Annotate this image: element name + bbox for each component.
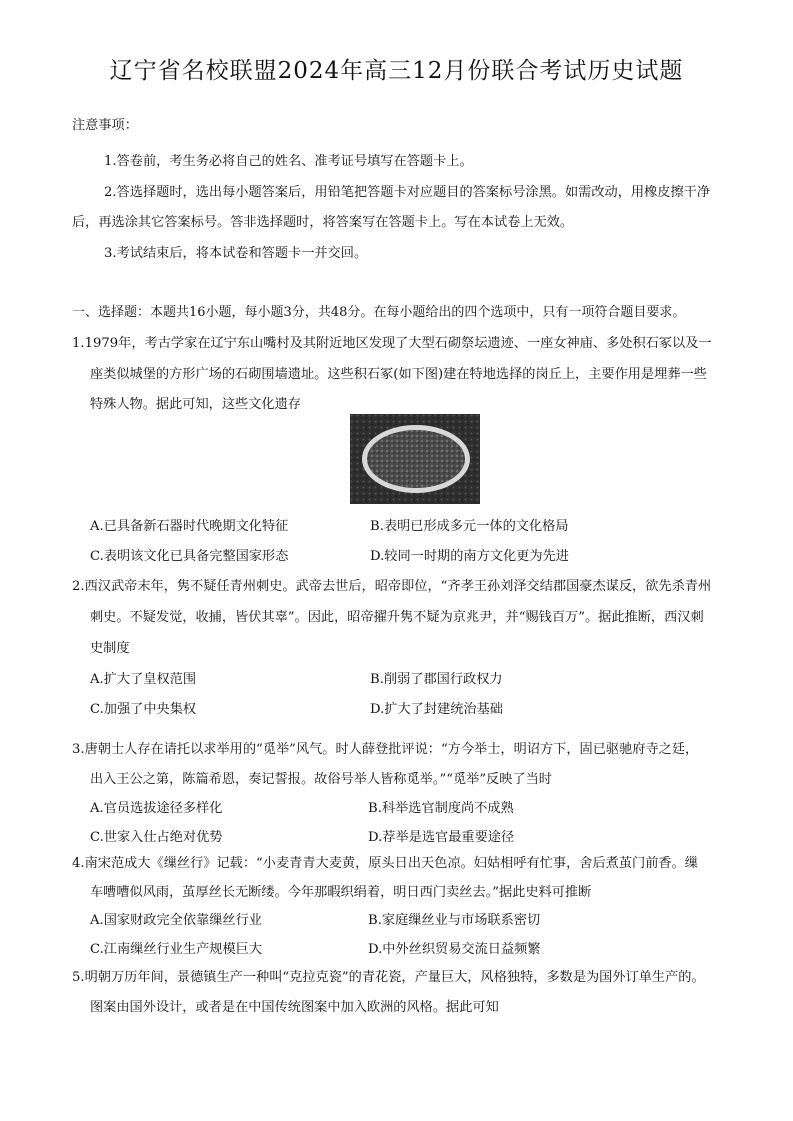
q3-option-b[interactable]: B.科举选官制度尚不成熟 xyxy=(368,801,514,816)
q2-option-c[interactable]: C.加强了中央集权 xyxy=(90,702,197,717)
stone-tomb-photo xyxy=(350,414,480,504)
page-title: 辽宁省名校联盟2024年高三12月份联合考试历史试题 xyxy=(109,58,684,84)
q3-option-a[interactable]: A.官员选拔途径多样化 xyxy=(90,801,223,816)
q1-stem-line-1: 1.1979年，考古学家在辽宁东山嘴村及其附近地区发现了大型石砌祭坛遗迹、一座女神庙、多处积石冢以及一 xyxy=(72,336,712,351)
section-heading: 一、选择题：本题共16小题，每小题3分，共48分。在每小题给出的四个选项中，只有一项符合题目要求。 xyxy=(72,305,686,320)
note-item-2-line-2: 后，再选涂其它答案标号。答非选择题时，将答案写在答题卡上。写在本试卷上无效。 xyxy=(72,215,574,230)
q1-stem-line-3: 特殊人物。据此可知，这些文化遗存 xyxy=(90,397,301,412)
q1-option-c[interactable]: C.表明该文化已具备完整国家形态 xyxy=(90,549,289,564)
q2-option-d[interactable]: D.扩大了封建统治基础 xyxy=(370,702,503,717)
q1-option-b[interactable]: B.表明已形成多元一体的文化格局 xyxy=(370,519,569,534)
notes-heading: 注意事项： xyxy=(72,118,138,133)
q3-option-c[interactable]: C.世家入仕占绝对优势 xyxy=(90,830,223,845)
q4-stem-line-1: 4.南宋范成大《缫丝行》记载：“小麦青青大麦黄，原头日出天色凉。妇姑相呼有忙事，舍后煮茧门前香。缫 xyxy=(72,856,698,871)
q3-stem-line-1: 3.唐朝士人存在请托以求举用的“觅举”风气。时人薛登批评说：“方今举士，明诏方下，固已驱驰府寺之廷， xyxy=(72,742,699,757)
q1-option-a[interactable]: A.已具备新石器时代晚期文化特征 xyxy=(90,519,289,534)
q3-stem-line-2: 出入王公之第，陈篇希恩，奏记誓报。故俗号举人皆称觅举。”“觅举”反映了当时 xyxy=(90,772,552,787)
q2-stem-line-1: 2.西汉武帝末年，隽不疑任青州刺史。武帝去世后，昭帝即位，“齐孝王孙刘泽交结郡国豪杰谋反，欲先杀青州 xyxy=(72,579,712,594)
q2-stem-line-3: 史制度 xyxy=(90,641,130,656)
q2-option-b[interactable]: B.削弱了郡国行政权力 xyxy=(370,672,503,687)
q4-option-a[interactable]: A.国家财政完全依靠缫丝行业 xyxy=(90,913,262,928)
note-item-1: 1.答卷前，考生务必将自己的姓名、准考证号填写在答题卡上。 xyxy=(104,154,473,169)
q5-stem-line-2: 图案由国外设计，或者是在中国传统图案中加入欧洲的风格。据此可知 xyxy=(90,1000,499,1015)
q3-option-d[interactable]: D.荐举是选官最重要途径 xyxy=(368,830,515,845)
q1-option-d[interactable]: D.较同一时期的南方文化更为先进 xyxy=(370,549,569,564)
q2-option-a[interactable]: A.扩大了皇权范围 xyxy=(90,672,197,687)
note-item-2-line-1: 2.答选择题时，选出每小题答案后，用铅笔把答题卡对应题目的答案标号涂黑。如需改动，用橡皮擦干净 xyxy=(104,185,711,200)
q2-stem-line-2: 刺史。不疑发觉，收捕，皆伏其辜”。因此，昭帝擢升隽不疑为京兆尹，并“赐钱百万”。据此推断，西汉刺 xyxy=(90,610,704,625)
q4-option-b[interactable]: B.家庭缫丝业与市场联系密切 xyxy=(368,913,541,928)
q1-stem-line-2: 座类似城堡的方形广场的石砌围墙遗址。这些积石冢(如下图)建在特地选择的岗丘上，主要作用是埋葬一些 xyxy=(90,367,707,382)
note-item-3: 3.考试结束后，将本试卷和答题卡一并交回。 xyxy=(104,246,368,261)
q5-stem-line-1: 5.明朝万历年间，景德镇生产一种叫“克拉克瓷”的青花瓷，产量巨大，风格独特，多数是为国外订单生产的。 xyxy=(72,970,705,985)
q4-option-c[interactable]: C.江南缫丝行业生产规模巨大 xyxy=(90,942,263,957)
q4-stem-line-2: 车嘈嘈似风雨，茧厚丝长无断缕。今年那暇织绢着，明日西门卖丝去。”据此史料可推断 xyxy=(90,885,592,900)
q4-option-d[interactable]: D.中外丝织贸易交流日益频繁 xyxy=(368,942,541,957)
